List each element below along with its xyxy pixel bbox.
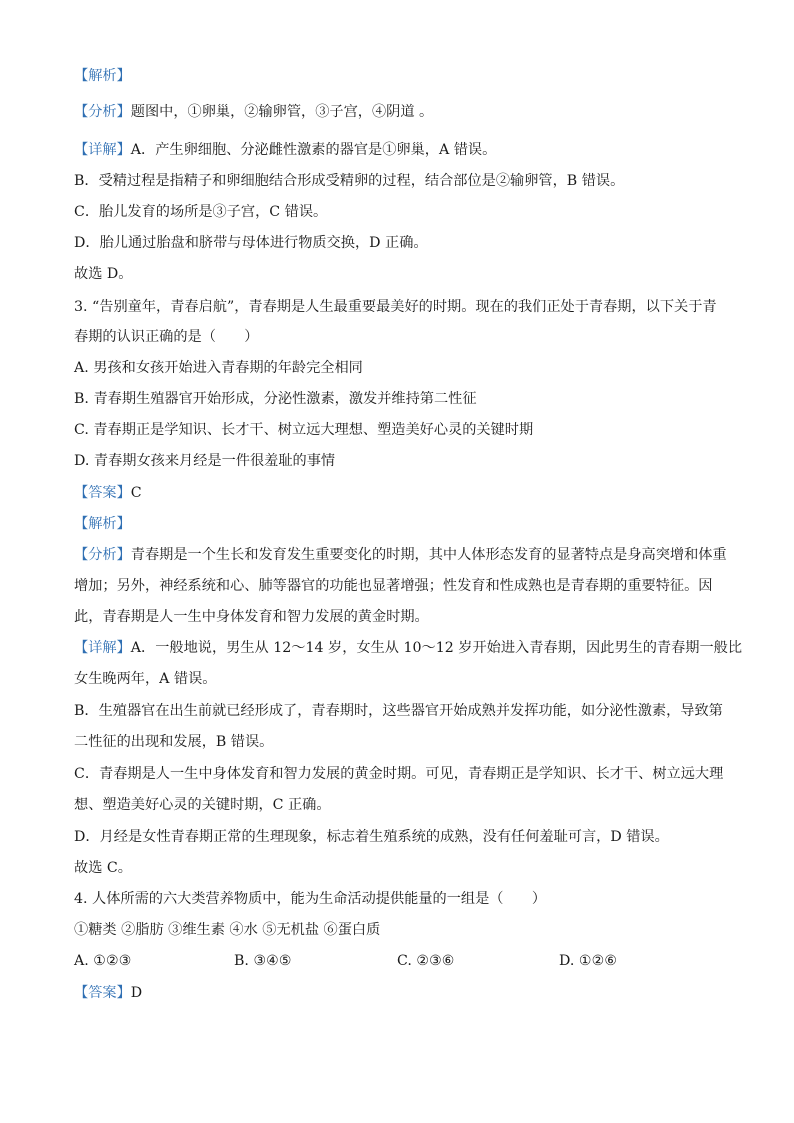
detail-a-text: A．一般地说，男生从 12～14 岁，女生从 10～12 岁开始进入青春期，因此男生的青春期一般比 xyxy=(130,640,743,656)
answer-value: D xyxy=(130,985,143,1001)
question-3-detail-a-line-2: 女生晚两年，A 错误。 xyxy=(74,671,217,687)
question-3-detail-d: D．月经是女性青春期正常的生理现象，标志着生殖系统的成熟，没有任何羞耻可言，D 错误。 xyxy=(74,829,669,845)
question-4-option-d: D. ①②⑥ xyxy=(559,953,618,969)
tag-fenxi: 【分析】 xyxy=(74,547,131,563)
analysis-text: 青春期是一个生长和发育发生重要变化的时期，其中人体形态发育的显著特点是身高突增和体重 xyxy=(130,547,727,563)
question-3-option-a: A. 男孩和女孩开始进入青春期的年龄完全相同 xyxy=(74,360,363,376)
answer-value: C xyxy=(130,485,142,501)
question-3-stem-line-2: 春期的认识正确的是（ ） xyxy=(74,329,259,345)
question-4-items: ①糖类 ②脂肪 ③维生素 ④水 ⑤无机盐 ⑥蛋白质 xyxy=(74,922,381,938)
analysis-paragraph xyxy=(74,102,726,122)
question-4-option-b: B. ③④⑤ xyxy=(234,953,292,969)
question-3-analysis-line-1 xyxy=(74,545,726,565)
tag-jiexi: 【解析】 xyxy=(74,68,131,84)
detail-option-b: B．受精过程是指精子和卵细胞结合形成受精卵的过程，结合部位是②输卵管，B 错误。 xyxy=(74,173,625,189)
question-4-stem: 4. 人体所需的六大类营养物质中，能为生命活动提供能量的一组是（ ） xyxy=(74,891,547,907)
question-3-detail-c-line-2: 想、塑造美好心灵的关键时期，C 正确。 xyxy=(74,797,331,813)
tag-xiangjie: 【详解】 xyxy=(74,640,131,656)
tag-jiexi: 【解析】 xyxy=(74,516,131,532)
question-3-detail-b-line-2: 二性征的出现和发展，B 错误。 xyxy=(74,734,274,750)
question-4-answer xyxy=(74,983,726,1003)
question-3-detail-c-line-1: C．青春期是人一生中身体发育和智力发展的黄金时期。可见，青春期正是学知识、长才干、树立远大理 xyxy=(74,766,724,782)
detail-option-c: C．胎儿发育的场所是③子宫，C 错误。 xyxy=(74,204,328,220)
detail-option-a xyxy=(74,140,726,160)
question-3-analysis-line-2: 增加；另外，神经系统和心、肺等器官的功能也显著增强；性发育和性成熟也是青春期的重要特征。因 xyxy=(74,578,713,594)
tag-answer: 【答案】 xyxy=(74,485,131,501)
question-3-analysis-label xyxy=(74,514,726,534)
question-3-option-c: C. 青春期正是学知识、长才干、树立远大理想、塑造美好心灵的关键时期 xyxy=(74,422,534,438)
section-label-analysis xyxy=(74,66,726,86)
choose-line: 故选 D。 xyxy=(74,266,133,282)
question-3-analysis-line-3: 此，青春期是人一生中身体发育和智力发展的黄金时期。 xyxy=(74,609,429,625)
question-3-choose: 故选 C。 xyxy=(74,860,132,876)
question-3-option-d: D. 青春期女孩来月经是一件很羞耻的事情 xyxy=(74,453,336,469)
tag-xiangjie: 【详解】 xyxy=(74,142,131,158)
detail-option-d: D．胎儿通过胎盘和脐带与母体进行物质交换，D 正确。 xyxy=(74,235,428,251)
question-3-answer xyxy=(74,483,726,503)
analysis-text: 题图中，①卵巢，②输卵管，③子宫，④阴道 。 xyxy=(130,104,434,120)
tag-fenxi: 【分析】 xyxy=(74,104,131,120)
tag-answer: 【答案】 xyxy=(74,985,131,1001)
question-3-detail-b-line-1: B．生殖器官在出生前就已经形成了，青春期时，这些器官开始成熟并发挥功能，如分泌性激素，导致第 xyxy=(74,703,723,719)
question-3-option-b: B. 青春期生殖器官开始形成，分泌性激素，激发并维持第二性征 xyxy=(74,391,477,407)
question-4-option-a: A. ①②③ xyxy=(74,953,132,969)
detail-a-text: A．产生卵细胞、分泌雌性激素的器官是①卵巢，A 错误。 xyxy=(130,142,497,158)
question-3-stem-line-1: 3. “告别童年，青春启航”，青春期是人生最重要最美好的时期。现在的我们正处于青春期，以下关于青 xyxy=(74,299,717,315)
question-3-detail-a-line-1 xyxy=(74,638,743,658)
question-4-option-c: C. ②③⑥ xyxy=(397,953,455,969)
